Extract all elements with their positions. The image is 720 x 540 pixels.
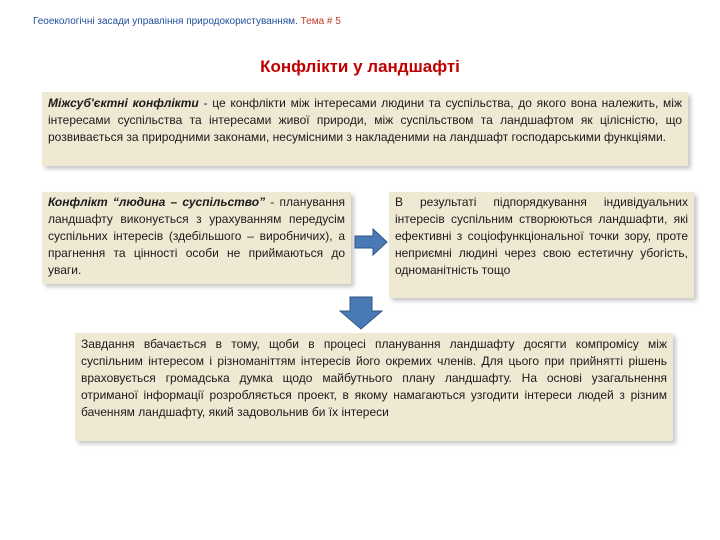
- task-text: Завдання вбачається в тому, щоби в процесі планування ландшафту досягти компромісу між суспільним інтересом і різноманіттям інтересів його окремих членів. Для цього при прийнятті рішень враховується громадська думка щодо майбутнього плану ландшафту. На основі узагальнення отриманої інформації розробляється проект, в якому намагаються узгодити інтереси людей з різним баченням ландшафту, який задовольнив би їх інтереси: [81, 337, 667, 419]
- result-box: [389, 192, 694, 298]
- task-box: [75, 333, 673, 441]
- slide-title: Конфлікти у ландшафті: [260, 57, 460, 76]
- result-text: В результаті підпорядкування індивідуальних інтересів суспільним створюються ландшафти, які ефективні з соціофункціональної точки зору, проте неприємні людині через свою естетичну убогість, одноманітність тощо: [395, 195, 688, 277]
- definition-box: [42, 92, 688, 166]
- topic-label: Тема # 5: [300, 16, 341, 27]
- right-arrow-icon: [354, 228, 388, 256]
- course-name: Геоекологічні засади управління природокористуванням.: [33, 16, 298, 27]
- definition-term: Міжсуб'єктні конфлікти: [48, 96, 199, 110]
- conflict-text: - планування ландшафту виконується з урахуванням передусім суспільних інтересів (здебільшого – виробничих), а прагнення та цінності особи не приймаються до уваги.: [48, 195, 345, 277]
- slide-header: [33, 16, 341, 27]
- definition-text: - це конфлікти між інтересами людини та суспільства, до якого вона належить, між інтересами суспільства та інтересами живої природи, між суспільством та ландшафтом як цілісністю, що розвивається за природними законами, несумісними з накладеними на ландшафт господарськими функціями.: [48, 96, 682, 144]
- down-arrow-icon: [339, 296, 383, 330]
- conflict-term: Конфлікт “людина – суспільство”: [48, 195, 266, 209]
- conflict-box: [42, 192, 351, 284]
